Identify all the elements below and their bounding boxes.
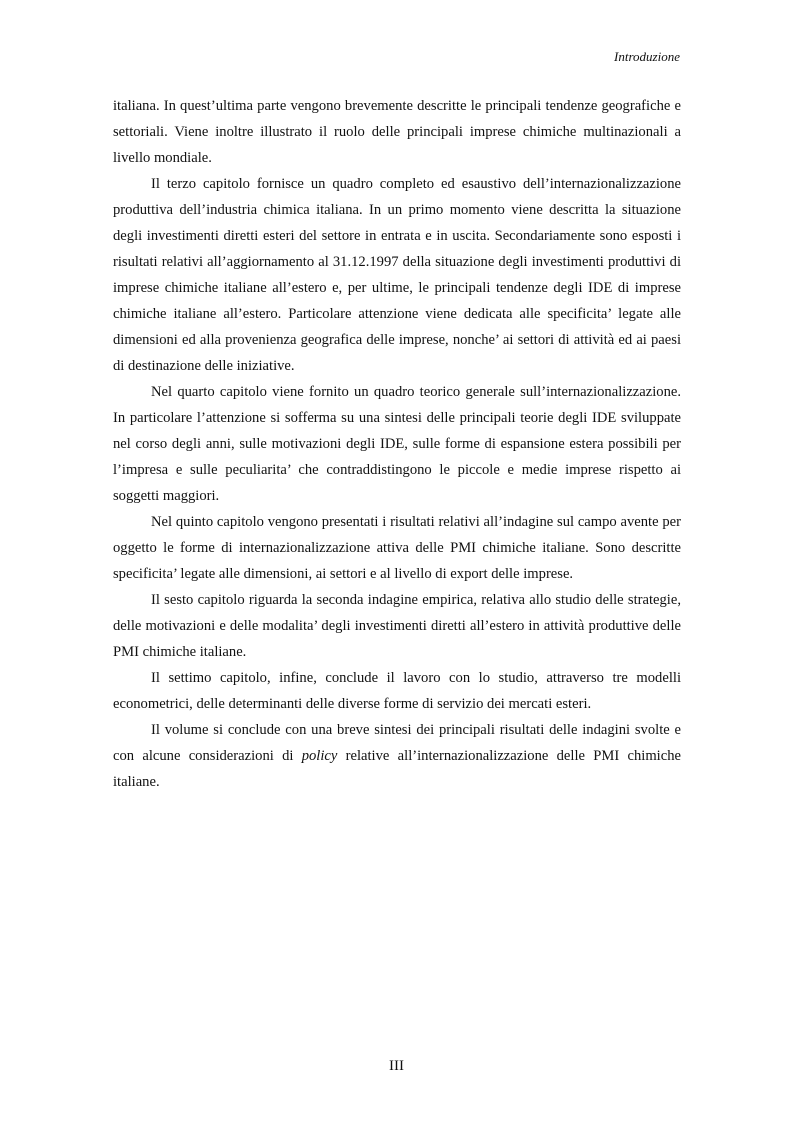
- conclusion-text-after: relative all’internazionalizzazione delle PMI chimiche italiane.: [113, 748, 681, 790]
- body-text: [113, 93, 681, 795]
- paragraph-continued: italiana. In quest’ultima parte vengono brevemente descritte le principali tendenze geografiche e settoriali. Viene inoltre illustrato il ruolo delle principali imprese chimiche multinazionali a livello mondiale.: [113, 98, 681, 166]
- page-number: III: [389, 1058, 404, 1074]
- conclusion-text-before: Il volume si conclude con una breve sintesi dei principali risultati delle indagini svolte e con alcune considerazioni di: [113, 722, 681, 764]
- policy-emphasis: policy: [301, 748, 338, 764]
- running-header: Introduzione: [614, 49, 680, 64]
- paragraph-fifth-chapter: Nel quinto capitolo vengono presentati i risultati relativi all’indagine sul campo avente per oggetto le forme di internazionalizzazione attiva delle PMI chimiche italiane. Sono descritte specificita’ legate alle dimensioni, ai settori e al livello di export delle imprese.: [113, 514, 681, 582]
- paragraph-seventh-chapter: Il settimo capitolo, infine, conclude il lavoro con lo studio, attraverso tre modelli econometrici, delle determinanti delle diverse forme di servizio dei mercati esteri.: [113, 670, 681, 712]
- paragraph-third-chapter: Il terzo capitolo fornisce un quadro completo ed esaustivo dell’internazionalizzazione produttiva dell’industria chimica italiana. In un primo momento viene descritta la situazione degli investimenti diretti esteri del settore in entrata e in uscita. Secondariamente sono esposti i risultati relativi all’aggiornamento al 31.12.1997 della situazione degli investimenti produttivi di imprese chimiche italiane all’estero e, per ultime, le principali tendenze degli IDE di imprese chimiche italiane all’estero. Particolare attenzione viene dedicata alle specificita’ legate alle dimensioni ed alla provenienza geografica delle imprese, nonche’ ai settori di attività ed ai paesi di destinazione delle iniziative.: [113, 176, 681, 374]
- paragraph-fourth-chapter: Nel quarto capitolo viene fornito un quadro teorico generale sull’internazionalizzazione. In particolare l’attenzione si sofferma su una sintesi delle principali teorie degli IDE sviluppate nel corso degli anni, sulle motivazioni degli IDE, sulle forme di espansione estera possibili per l’impresa e sulle peculiarita’ che contraddistingono le piccole e medie imprese rispetto ai soggetti maggiori.: [113, 384, 681, 504]
- paragraph-sixth-chapter: Il sesto capitolo riguarda la seconda indagine empirica, relativa allo studio delle strategie, delle motivazioni e delle modalita’ degli investimenti diretti all’estero in attività produttive delle PMI chimiche italiane.: [113, 592, 681, 660]
- paragraph-conclusion: [113, 717, 681, 795]
